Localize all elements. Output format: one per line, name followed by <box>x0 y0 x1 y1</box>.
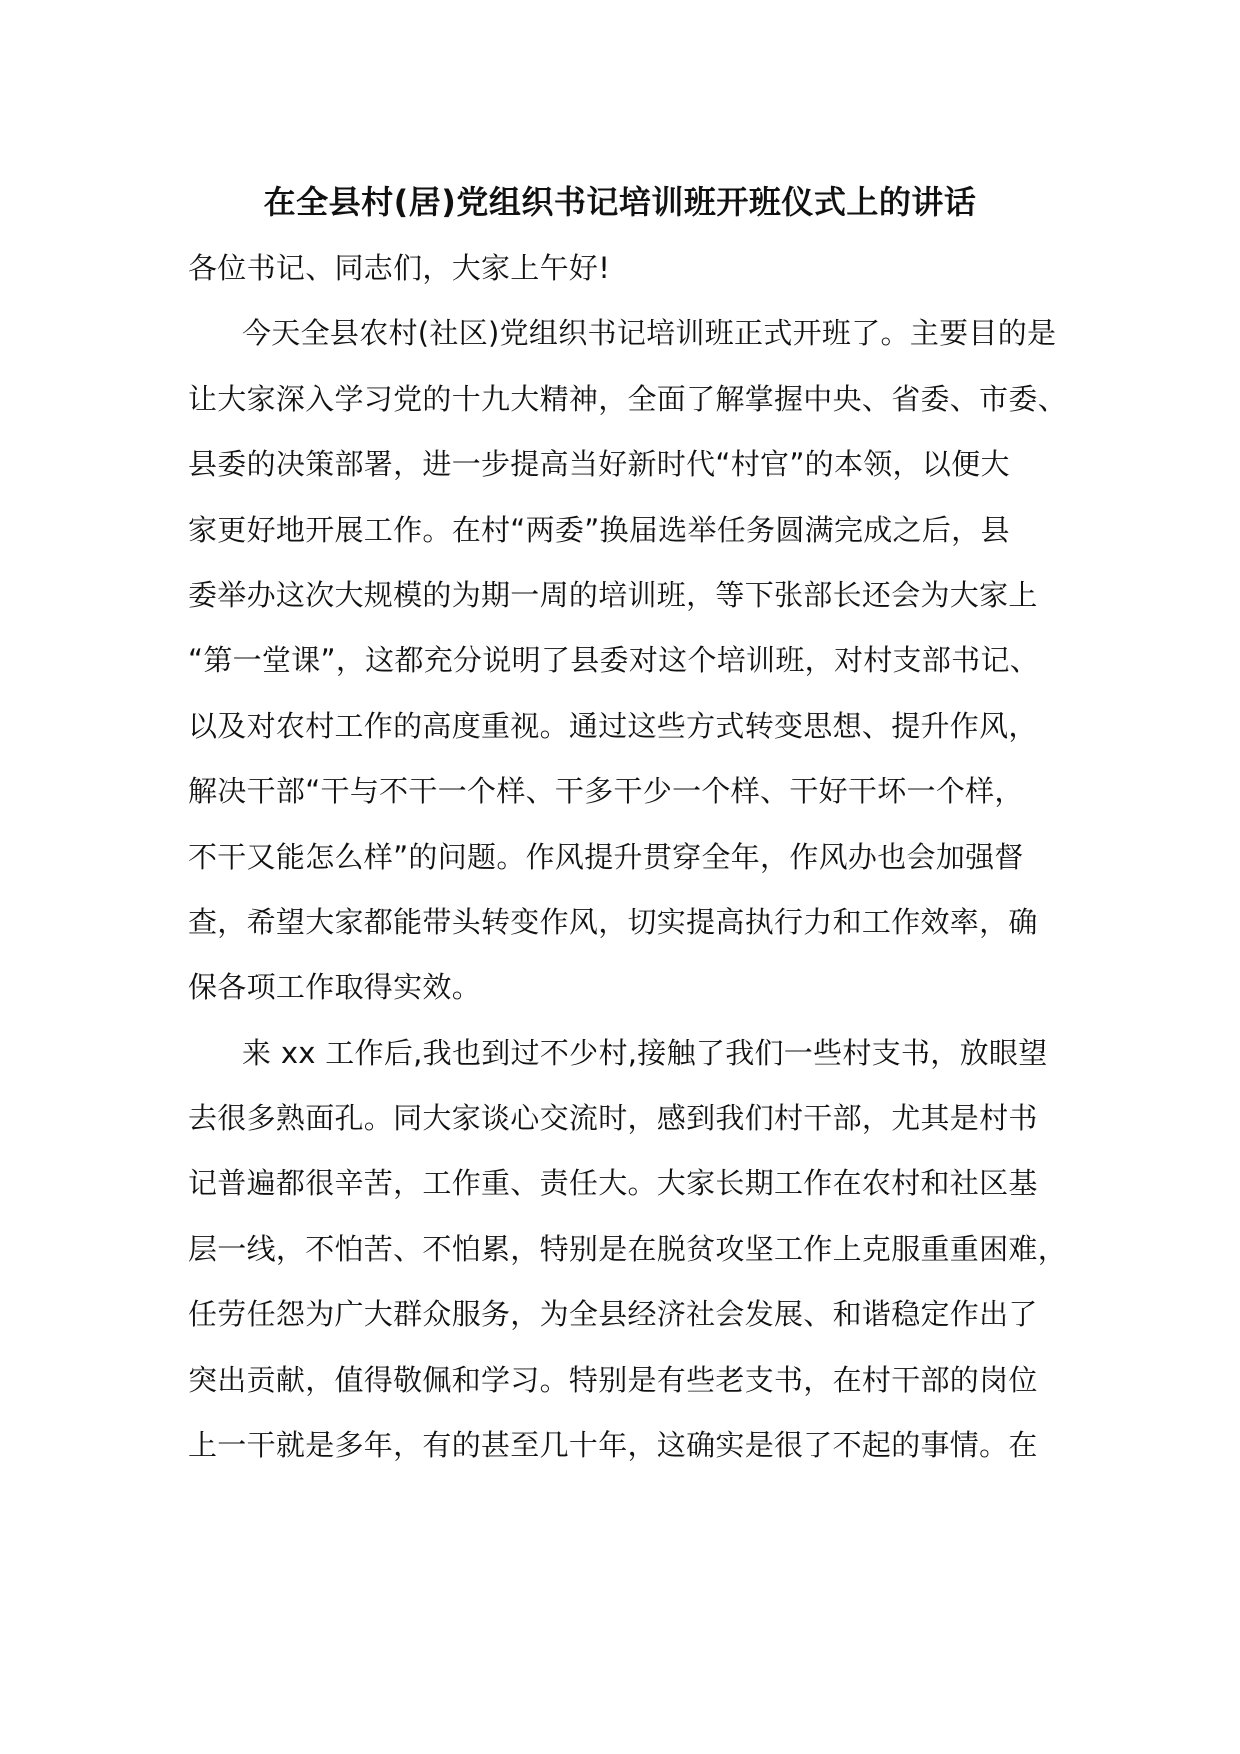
paragraph-2 <box>188 1029 1068 1487</box>
text-line: 解决干部“干与不干一个样、干多干少一个样、干好干坏一个样， <box>188 774 1024 809</box>
text-line: 去很多熟面孔。同大家谈心交流时，感到我们村干部，尤其是村书 <box>188 1101 1038 1136</box>
text-line: 上一干就是多年，有的甚至几十年，这确实是很了不起的事情。在 <box>188 1428 1038 1463</box>
text-line: 查，希望大家都能带头转变作风，切实提高执行力和工作效率，确 <box>188 904 1038 939</box>
text-line: “第一堂课”，这都充分说明了县委对这个培训班，对村支部书记、 <box>188 643 1040 678</box>
paragraph-1 <box>188 309 1068 1028</box>
text-line: 不干又能怎么样”的问题。作风提升贯穿全年，作风办也会加强督 <box>188 839 1024 874</box>
text-line: 让大家深入学习党的十九大精神，全面了解掌握中央、省委、市委、 <box>188 381 1068 416</box>
text-line: 突出贡献，值得敬佩和学习。特别是有些老支书，在村干部的岗位 <box>188 1362 1038 1397</box>
text-line: 委举办这次大规模的为期一周的培训班，等下张部长还会为大家上 <box>188 577 1038 612</box>
text-line: 今天全县农村(社区)党组织书记培训班正式开班了。主要目的是 <box>242 316 1057 351</box>
text-line: 以及对农村工作的高度重视。通过这些方式转变思想、提升作风， <box>188 708 1038 743</box>
text-line: 保各项工作取得实效。 <box>188 970 482 1005</box>
salutation: 各位书记、同志们，大家上午好! <box>188 251 611 285</box>
text-line: 来 xx 工作后,我也到过不少村,接触了我们一些村支书，放眼望 <box>242 1035 1048 1070</box>
text-line: 县委的决策部署，进一步提高当好新时代“村官”的本领，以便大 <box>188 447 1010 482</box>
text-line: 任劳任怨为广大群众服务，为全县经济社会发展、和谐稳定作出了 <box>188 1297 1038 1332</box>
document-body <box>188 244 1068 1486</box>
text-line: 层一线，不怕苦、不怕累，特别是在脱贫攻坚工作上克服重重困难， <box>188 1231 1068 1266</box>
text-line: 家更好地开展工作。在村“两委”换届选举任务圆满完成之后，县 <box>188 512 1010 547</box>
page-title: 在全县村(居)党组织书记培训班开班仪式上的讲话 <box>263 183 977 221</box>
text-line: 记普遍都很辛苦，工作重、责任大。大家长期工作在农村和社区基 <box>188 1166 1038 1201</box>
